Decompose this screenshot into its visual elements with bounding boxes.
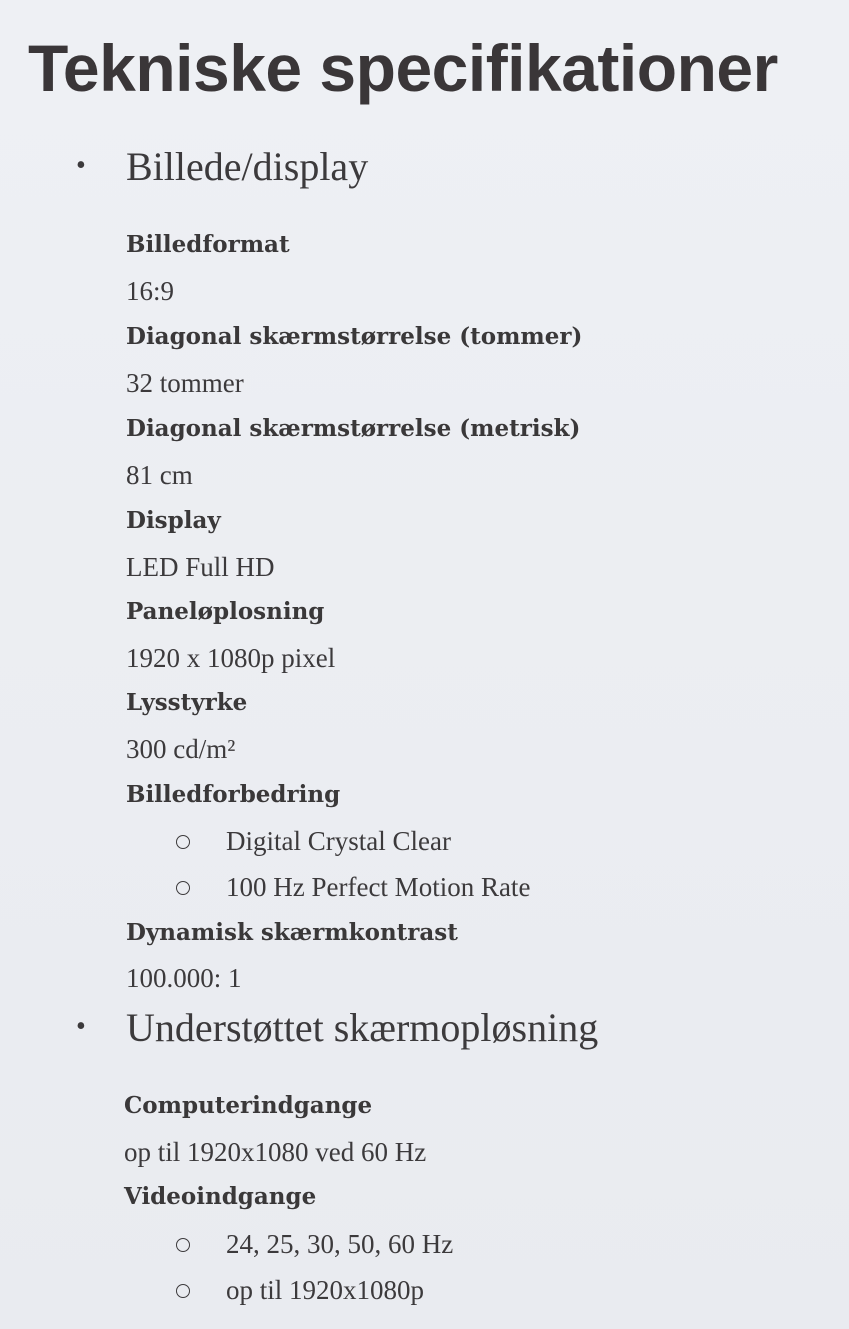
spec-label-lysstyrke: Lysstyrke	[126, 689, 248, 716]
list-item: 100 Hz Perfect Motion Rate	[176, 870, 530, 904]
spec-value-billedformat: 16:9	[126, 276, 175, 306]
spec-label-diagonal-tommer: Diagonal skærmstørrelse (tommer)	[126, 323, 583, 350]
bullet-icon: •	[76, 150, 86, 181]
section-heading-text: Understøttet skærmopløsning	[126, 1005, 599, 1050]
spec-label-diagonal-metrisk: Diagonal skærmstørrelse (metrisk)	[126, 415, 581, 442]
spec-label-dynamisk-kontrast: Dynamisk skærmkontrast	[126, 919, 458, 946]
spec-label-videoindgange: Videoindgange	[124, 1183, 317, 1210]
spec-value-diagonal-metrisk: 81 cm	[126, 460, 193, 490]
circle-bullet-icon	[176, 835, 190, 849]
page-title: Tekniske specifikationer	[28, 31, 778, 105]
section-heading-text: Billede/display	[126, 144, 369, 189]
list-item: op til 1920x1080p	[176, 1273, 424, 1307]
spec-label-billedforbedring: Billedforbedring	[126, 781, 341, 808]
circle-bullet-icon	[176, 1284, 190, 1298]
spec-label-panelopl: Paneløplosning	[126, 598, 325, 625]
circle-bullet-icon	[176, 1238, 190, 1252]
section-heading-skaermoplosning	[76, 1001, 598, 1054]
list-item: Digital Crystal Clear	[176, 824, 451, 858]
bullet-icon: •	[76, 1011, 86, 1042]
spec-label-computerindgange: Computerindgange	[124, 1092, 373, 1119]
spec-value-panelopl: 1920 x 1080p pixel	[126, 643, 336, 673]
spec-label-display: Display	[126, 507, 221, 534]
spec-value-diagonal-tommer: 32 tommer	[126, 368, 244, 398]
spec-value-computerindgange: op til 1920x1080 ved 60 Hz	[124, 1137, 427, 1167]
spec-value-display: LED Full HD	[126, 552, 275, 582]
circle-bullet-icon	[176, 881, 190, 895]
section-heading-billede	[76, 140, 368, 193]
spec-value-dynamisk-kontrast: 100.000: 1	[126, 963, 242, 993]
spec-label-billedformat: Billedformat	[126, 231, 290, 258]
spec-value-lysstyrke: 300 cd/m²	[126, 734, 236, 764]
list-item: 24, 25, 30, 50, 60 Hz	[176, 1227, 453, 1261]
